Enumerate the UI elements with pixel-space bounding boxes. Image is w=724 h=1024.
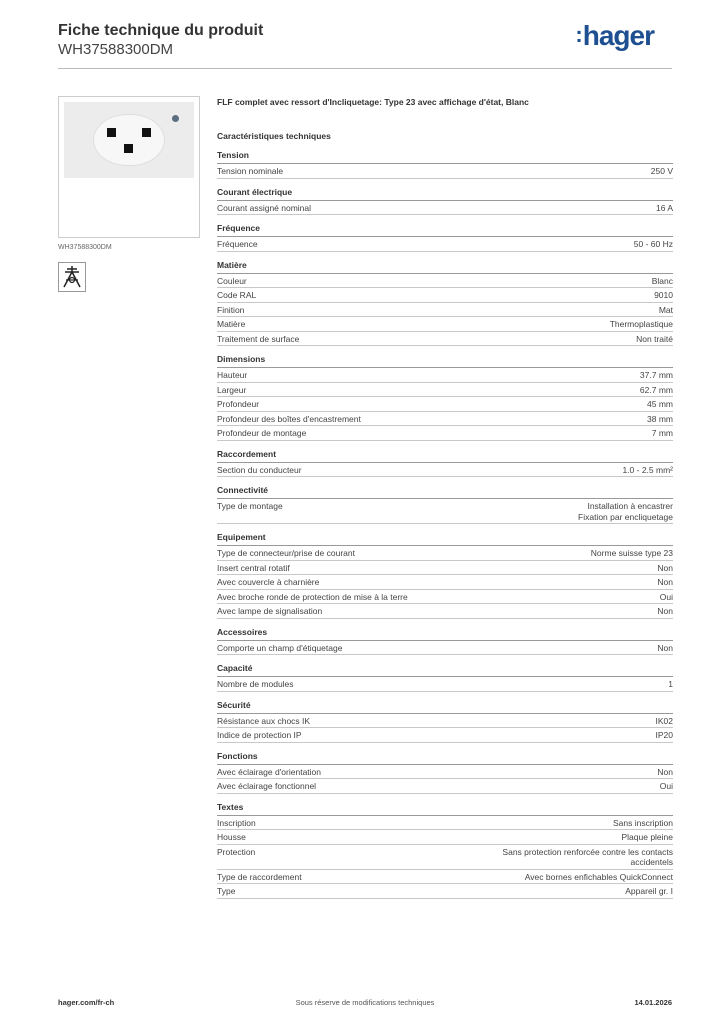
page-header [58,22,672,59]
spec-value [502,847,673,868]
spec-value [652,276,673,287]
spec-value-line: 62.7 mm [639,384,673,395]
spec-value [625,886,673,897]
hager-logo: :hager [575,20,654,51]
spec-value-line: Sans protection renforcée contre les contacts [502,846,673,857]
spec-group [217,354,673,441]
spec-group-title: Capacité [217,663,673,677]
spec-label: Hauteur [217,370,248,380]
spec-row [217,845,673,870]
spec-row [217,164,673,179]
spec-row [217,779,673,794]
spec-value-line: 250 V [650,166,673,176]
spec-group-title: Raccordement [217,449,673,463]
spec-groups [217,150,673,899]
characteristics-title: Caractéristiques techniques [217,131,331,141]
spec-value [578,501,673,522]
spec-value-line: Norme suisse type 23 [590,548,673,558]
spec-label: Insert central rotatif [217,562,290,573]
spec-group-title: Sécurité [217,700,673,714]
spec-group [217,802,673,899]
page-title: Fiche technique du produit [58,22,264,39]
spec-group [217,532,673,619]
spec-value [652,428,673,439]
socket-face [93,114,165,166]
spec-value [525,872,673,883]
spec-label: Nombre de modules [217,679,294,689]
spec-value [647,399,673,410]
spec-row [217,870,673,885]
spec-value-line: IP20 [655,730,673,740]
spec-row [217,368,673,383]
spec-group-title: Fréquence [217,223,673,237]
spec-value [657,563,673,574]
spec-value-line: Oui [659,591,673,602]
spec-row [217,412,673,427]
mounting-symbol-icon [58,262,86,292]
spec-group [217,260,673,347]
spec-label: Comporte un champ d'étiquetage [217,642,343,653]
spec-group [217,485,673,524]
spec-row [217,604,673,619]
spec-label: Fréquence [217,239,258,249]
spec-label: Type [217,886,236,896]
socket-pin [142,128,151,137]
spec-group-title: Courant électrique [217,187,673,201]
status-led [172,115,179,122]
spec-label: Avec broche ronde de protection de mise à la terre [217,591,408,602]
spec-group [217,751,673,794]
spec-value-line: IK02 [655,715,673,726]
spec-row [217,332,673,347]
footer-disclaimer: Sous réserve de modifications techniques [295,998,435,1007]
spec-value [622,465,673,476]
spec-value [660,781,673,792]
spec-value [591,548,673,559]
spec-row [217,590,673,605]
spec-row [217,884,673,899]
footer-date: 14.01.2026 [634,998,672,1007]
spec-row [217,426,673,441]
spec-label: Couleur [217,275,247,286]
spec-value-line: Non [657,642,673,653]
spec-value-line: Thermoplastique [609,319,673,329]
spec-label: Inscription [217,817,256,828]
spec-value-line: Non [657,562,673,573]
spec-group-title: Dimensions [217,354,673,368]
spec-value-line: Mat [658,304,673,315]
spec-value-line: 1 [668,679,673,689]
spec-value [640,385,673,396]
spec-row [217,641,673,656]
spec-group-title: Accessoires [217,627,673,641]
spec-label: Courant assigné nominal [217,202,312,213]
spec-label: Traitement de surface [217,333,300,344]
spec-value [610,319,673,330]
spec-value-line: 37.7 mm [639,370,673,380]
spec-group [217,663,673,692]
product-reference: WH37588300DM [58,41,174,58]
spec-value-line: Fixation par encliquetage [578,511,673,522]
spec-value-line: Appareil gr. I [625,886,673,896]
spec-value-line: 50 - 60 Hz [633,239,673,249]
spec-value-line: Non [657,577,673,587]
spec-group-title: Textes [217,802,673,816]
spec-row [217,317,673,332]
spec-label: Type de connecteur/prise de courant [217,548,355,558]
spec-group [217,187,673,216]
spec-label: Avec lampe de signalisation [217,606,323,616]
spec-value [647,414,673,425]
spec-label: Indice de protection IP [217,730,302,740]
spec-row [217,237,673,252]
spec-group [217,449,673,478]
spec-label: Section du conducteur [217,464,302,475]
spec-row [217,274,673,289]
spec-row [217,765,673,780]
spec-group-title: Connectivité [217,485,673,499]
spec-value-line: Plaque pleine [621,832,673,842]
spec-label: Largeur [217,384,247,395]
spec-value [640,370,673,381]
spec-value [634,239,673,250]
spec-value-line: 45 mm [647,399,673,409]
spec-group [217,627,673,656]
spec-value-line: 1.0 - 2.5 mm² [622,464,673,475]
spec-row [217,728,673,743]
spec-row [217,397,673,412]
spec-content [217,96,673,899]
spec-value [657,643,673,654]
spec-value [657,606,673,617]
spec-row [217,383,673,398]
spec-group [217,150,673,179]
spec-value-line: Blanc [651,275,673,286]
spec-label: Résistance aux chocs IK [217,715,311,726]
spec-group [217,223,673,252]
spec-label: Type de raccordement [217,871,302,882]
spec-value [656,203,673,214]
spec-label: Type de montage [217,501,283,511]
spec-label: Profondeur de montage [217,428,307,438]
spec-value [654,290,673,301]
spec-value [657,577,673,588]
spec-label: Code RAL [217,290,257,300]
header-divider [58,68,672,69]
socket-pin [107,128,116,137]
spec-row [217,546,673,561]
spec-label: Avec éclairage d'orientation [217,766,322,777]
spec-value [621,832,673,843]
spec-value-line: Non [657,606,673,616]
spec-value [656,716,674,727]
spec-label: Avec couvercle à charnière [217,577,320,587]
spec-row [217,677,673,692]
spec-value-line: Oui [659,781,673,791]
spec-row [217,816,673,831]
spec-row [217,499,673,524]
spec-value [651,166,673,177]
spec-row [217,288,673,303]
socket-plate [64,102,194,178]
spec-value-line: 38 mm [647,413,673,424]
spec-label: Avec éclairage fonctionnel [217,781,317,791]
spec-label: Matière [217,319,246,329]
spec-value [656,730,674,741]
spec-label: Housse [217,832,246,842]
spec-group [217,700,673,743]
spec-group-title: Tension [217,150,673,164]
spec-row [217,303,673,318]
spec-group-title: Matière [217,260,673,274]
spec-value-line: accidentels [630,857,673,867]
spec-label: Protection [217,846,256,857]
spec-label: Profondeur [217,399,260,409]
spec-value-line: 7 mm [651,428,673,438]
spec-label: Profondeur des boîtes d'encastrement [217,413,361,424]
spec-row [217,575,673,590]
spec-group-title: Fonctions [217,751,673,765]
spec-value-line: 16 A [655,202,673,213]
spec-row [217,561,673,576]
spec-row [217,201,673,216]
spec-value-line: 9010 [654,290,673,300]
product-description: FLF complet avec ressort d'Incliquetage: Type 23 avec affichage d'état, Blanc [217,97,529,107]
spec-value [659,305,673,316]
spec-value-line: Avec bornes enfichables QuickConnect [524,871,673,882]
spec-value [636,334,673,345]
spec-value-line: Non traité [636,333,673,344]
spec-row [217,714,673,729]
spec-value [613,818,673,829]
spec-label: Tension nominale [217,166,284,176]
spec-value [657,767,673,778]
socket-pin [124,144,133,153]
image-caption: WH37588300DM [58,244,112,251]
spec-value-line: Non [657,766,673,777]
spec-value-line: Installation à encastrer [587,501,673,511]
spec-value [660,592,673,603]
footer-website[interactable]: hager.com/fr-ch [58,998,115,1007]
spec-row [217,830,673,845]
spec-value-line: Sans inscription [612,817,673,828]
spec-row [217,463,673,478]
product-image [58,96,200,238]
spec-label: Finition [217,304,245,315]
spec-value [668,679,673,690]
spec-group-title: Equipement [217,532,673,546]
